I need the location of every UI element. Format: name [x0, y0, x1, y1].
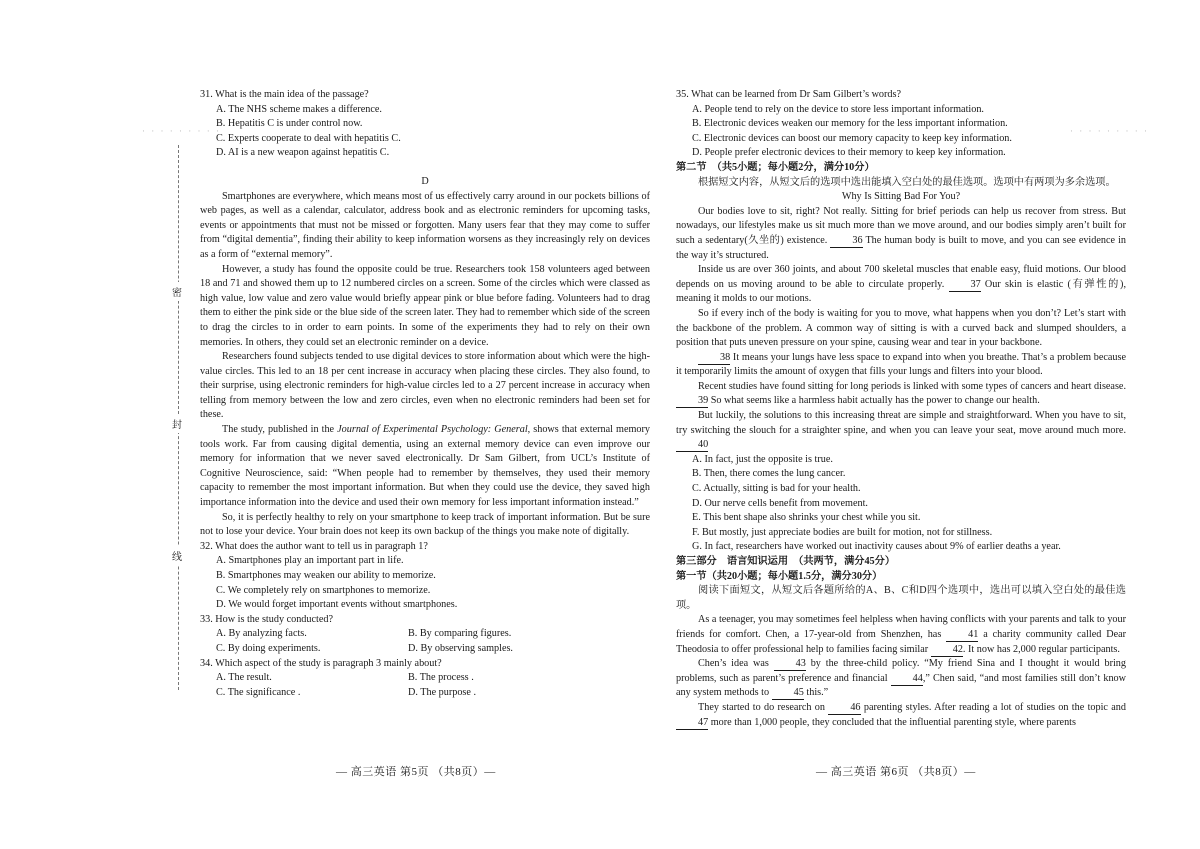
p4-lead: The study, published in the: [222, 424, 338, 436]
blank-38: 38: [698, 352, 730, 365]
blank-44: 44: [891, 673, 923, 686]
c2-text-c: ,” Chen said, “and most families still don’t know any system methods to: [676, 672, 1126, 699]
question-32-option-c: C. We completely rely on smartphones to memorize.: [216, 584, 431, 596]
binding-label-feng: 封: [172, 414, 182, 433]
c1-text-a: As a teenager, you may sometimes feel helpless when having conflicts with your parents and talk to your friends for comfort. Chen, a 17-year-old from Shenzhen, has: [676, 614, 1126, 640]
p5-text-b: So what seems like a harmless habit actually has the power to change our health.: [708, 395, 1040, 407]
sitting-paragraph-3: So if every inch of the body is waiting for you to move, what happens when you don’t? Let’s start with the backbone of the problem. A common way of sitting is with a curved back and slumped shoulders, a position that puts uneven pressure on your spine, causing wear and tear in your backbone.: [676, 307, 1126, 349]
c1-text-b: a charity community called Dear Theodosia to offer professional help to families facing similar: [676, 628, 1127, 655]
cloze-paragraph-1: [676, 613, 1126, 657]
question-35-option-b: B. Electronic devices weaken our memory for the less important information.: [692, 118, 1008, 130]
sitting-paragraph-2: [676, 263, 1126, 307]
part-3-heading: 第三部分 语言知识运用 （共两节，满分45分）: [676, 556, 896, 567]
c2-text-d: this.”: [803, 687, 829, 699]
scan-dots: · · · · · · · · ·: [142, 126, 221, 136]
question-34-option-d: D. The purpose .: [408, 686, 476, 698]
c3-text-a: They started to do research on: [698, 701, 829, 713]
binding-label-xian: 线: [172, 546, 182, 565]
question-32-stem: 32. What does the author want to tell us in paragraph 1?: [200, 540, 428, 552]
passage-d-paragraph-2: However, a study has found the opposite could be true. Researchers took 158 volunteers aged between 18 and 71 and showed them up to 12 numbered circles on a screen. Some of the circles which were classed as high value, low value and zero value would briefly appear pink or blue before fading. Volunteers had to drag them to either the pink side or the blue side of the screen later. They had to remember which side of the screen to drag the circles to in order to earn points. In some of the experiments they had to rely on their own memories. In others, they could set an electronic reminder on a device.: [200, 263, 650, 348]
question-34-stem: 34. Which aspect of the study is paragraph 3 mainly about?: [200, 657, 442, 669]
p2-text-a: Inside us are over 360 joints, and about 700 skeletal muscles that enable easy, fluid motions. Our blood depends on us moving around to be able to circulate properly.: [676, 264, 1126, 290]
passage-d-paragraph-1: Smartphones are everywhere, which means most of us effectively carry around in our pockets billions of web pages, as well as a calendar, calculator, address book and as electronic reminders for upcoming tasks, events or appointments that must not be missed or forgotten. Many users fear that they may come to suffer from “digital dementia”, finding their ability to keep information worsens as they increasingly rely on devices as a form of “external memory”.: [200, 190, 650, 260]
p4-text: It means your lungs have less space to expand into when you breathe. That’s a problem because it temporarily limits the amount of oxygen that fills your lungs and filters into your blood.: [676, 351, 1126, 378]
right-page-footer: — 高三英语 第6页 （共8页）—: [816, 766, 976, 778]
question-34-options-row-1: [200, 671, 650, 686]
blank-36: 36: [830, 235, 862, 248]
question-34-option-b: B. The process .: [408, 672, 474, 684]
c1-text-c: . It now has 2,000 regular participants.: [962, 643, 1120, 655]
option-c: C. Actually, sitting is bad for your health.: [692, 483, 861, 495]
option-b: B. Then, there comes the lung cancer.: [692, 468, 846, 480]
right-page: [600, 0, 1200, 849]
passage-d-paragraph-5: So, it is perfectly healthy to rely on your smartphone to keep track of important information. But be sure not to lose your device. Your brain does not keep its own backup of the things you make note of digitally.: [200, 511, 650, 538]
blank-40: 40: [676, 439, 708, 452]
c3-text-c: more than 1,000 people, they concluded that the influential parenting style, where parents: [708, 716, 1076, 728]
p6-text-a: But luckily, the solutions to this increasing threat are simple and straightforward. When you have to sit, try switching the slouch for a straighter spine, and when you can leave your seat, move around much more.: [676, 410, 1126, 436]
binding-label-mi: 密: [172, 282, 182, 301]
question-33-stem: 33. How is the study conducted?: [200, 613, 333, 625]
blank-45: 45: [772, 687, 804, 700]
section-2-instruction: 根据短文内容，从短文后的选项中选出能填入空白处的最佳选项。选项中有两项为多余选项。: [698, 176, 1116, 188]
question-32-option-d: D. We would forget important events without smartphones.: [216, 599, 458, 611]
section-2-heading: 第二节 （共5小题；每小题2分，满分10分）: [676, 161, 875, 173]
question-31-option-a: A. The NHS scheme makes a difference.: [216, 103, 382, 115]
question-31-stem: 31. What is the main idea of the passage?: [200, 89, 369, 100]
c2-text-a: Chen’s idea was: [698, 658, 774, 670]
blank-39: 39: [676, 395, 708, 408]
question-35-option-a: A. People tend to rely on the device to store less important information.: [692, 103, 984, 115]
question-34-options-row-2: [200, 686, 650, 701]
blank-37: 37: [949, 279, 981, 292]
question-35-stem: 35. What can be learned from Dr Sam Gilbert’s words?: [676, 89, 901, 100]
section-1-heading: 第一节（共20小题；每小题1.5分，满分30分）: [676, 570, 883, 582]
passage-d-paragraph-4: [200, 423, 650, 511]
question-33-option-c: C. By doing experiments.: [216, 642, 321, 654]
section-1-instruction: 阅读下面短文，从短文后各题所给的A、B、C和D四个选项中，选出可以填入空白处的最佳选项。: [676, 585, 1126, 611]
scan-dots-right: · · · · · · · · ·: [1070, 126, 1149, 136]
blank-46: 46: [828, 702, 860, 715]
question-34-option-c: C. The significance .: [216, 686, 301, 698]
c2-text-b: by the three-child policy. “My friend Sina and I thought it would bring problems, such as parent’s preference and financial: [676, 658, 1126, 684]
passage-d-paragraph-3: Researchers found subjects tended to use digital devices to store information about which were the high-value circles. This led to an 18 per cent increase in accuracy when placing these circles. They also found, to their surprise, using electronic reminders for high-value circles led to a 27 percent increase in accuracy when telling from memory between the low and zero circles, even when no electronic reminders had been set for these.: [200, 351, 650, 421]
question-32-option-b: B. Smartphones may weaken our ability to memorize.: [216, 570, 436, 581]
question-34-option-a: A. The result.: [216, 672, 272, 684]
option-d: D. Our nerve cells benefit from movement.: [692, 497, 868, 509]
blank-42: 42: [931, 644, 963, 657]
question-33-options-row-2: [200, 642, 650, 657]
blank-43: 43: [774, 658, 806, 671]
question-31-option-b: B. Hepatitis C is under control now.: [216, 118, 363, 130]
cloze-paragraph-2: [676, 657, 1126, 701]
p5-text-a: Recent studies have found sitting for long periods is linked with some types of cancers and heart disease.: [698, 380, 1126, 392]
question-35-option-d: D. People prefer electronic devices to their memory to keep key information.: [692, 147, 1006, 159]
p1-text-a: Our bodies love to sit, right? Not really. Sitting for brief periods can help us recover from stress. But nowadays, our lifestyles make us sit much more than we move around, and our bodies simply aren’t built for such a sedentary(久坐的) existence.: [676, 205, 1126, 246]
blank-47: 47: [676, 717, 708, 730]
option-f: F. But mostly, just appreciate bodies are built for motion, not for stillness.: [692, 526, 993, 538]
passage-title: Why Is Sitting Bad For You?: [841, 191, 961, 203]
c3-text-b: parenting styles. After reading a lot of studies on the topic and: [860, 701, 1126, 713]
question-33-options-row-1: [200, 627, 650, 642]
question-31-option-d: D. AI is a new weapon against hepatitis C.: [216, 147, 390, 159]
sitting-paragraph-1: [676, 205, 1126, 263]
left-page-footer: — 高三英语 第5页 （共8页）—: [336, 766, 496, 778]
option-g: G. In fact, researchers have worked out inactivity causes about 9% of earlier deaths a year.: [692, 541, 1061, 553]
left-column: [200, 88, 650, 700]
blank-41: 41: [946, 629, 978, 642]
option-e: E. This bent shape also shrinks your chest while you sit.: [692, 512, 921, 524]
cloze-paragraph-3: [676, 701, 1126, 730]
question-31-option-c: C. Experts cooperate to deal with hepatitis C.: [216, 132, 401, 144]
question-35-option-c: C. Electronic devices can boost our memory capacity to keep key information.: [692, 132, 1012, 144]
journal-title: Journal of Experimental Psychology: General: [337, 424, 528, 436]
p2-text-b: Our skin is elastic (有弹性的), meaning it molds to our motions.: [676, 278, 1126, 305]
p1-text-b: The human body is built to move, and you can see evidence in the way it’s structured.: [676, 234, 1127, 261]
question-32-option-a: A. Smartphones play an important part in life.: [216, 555, 404, 567]
question-33-option-b: B. By comparing figures.: [408, 628, 512, 640]
question-33-option-d: D. By observing samples.: [408, 642, 513, 654]
p4-rest: , shows that external memory tools work. Far from causing digital dementia, using an external memory device can even improve our memory for information that we never saved electronically. Dr Sam Gilbert, from UCL’s Institute of Cognitive Neuroscience, said: “When people had to remember by themselves, they used their memory capacity to remember the most important information. But when they could use the device, they saved high importance information into the device and used their own memory for less important information instead.”: [200, 424, 650, 509]
right-column: [676, 88, 1126, 730]
option-a: A. In fact, just the opposite is true.: [692, 453, 833, 465]
sitting-paragraph-5: [676, 380, 1126, 409]
sitting-paragraph-4: [676, 351, 1126, 380]
section-d-heading: D: [421, 175, 429, 187]
question-33-option-a: A. By analyzing facts.: [216, 628, 307, 640]
sitting-paragraph-6: [676, 409, 1126, 453]
